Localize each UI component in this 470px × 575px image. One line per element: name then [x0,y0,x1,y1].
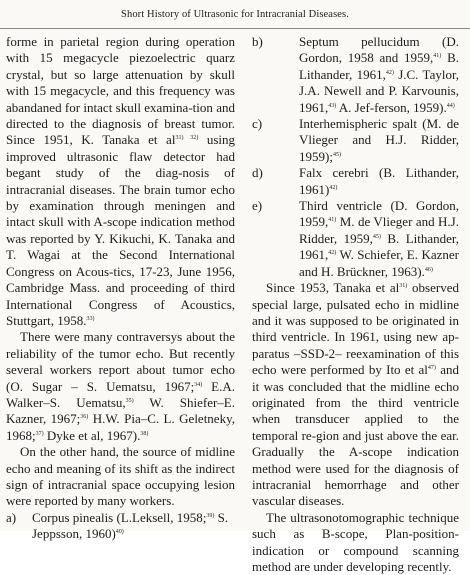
text-run: forme in parietal region during operation with 15 megacycle piezoelectric quarz crystal, but so large attenuation by skull with 15 megacycle, and this frequency was abandaned for intact skull examina-tion and directed to the diagnosis of breast tumor. Since 1951, K. Tanaka et al [6,34,235,148]
running-header: Short History of Ultrasonic for Intracranial Diseases. [121,9,349,20]
citation-superscript: 42) [385,69,394,76]
text-run: H.W. Pia–C. L. Geletneky, 1968; [6,411,235,443]
text-run: J.C. Taylor, J.A. Newell and P. Karvounis, 1961, [299,66,460,115]
text-run: Interhemispheric spalt (M. de Vlieger and H.J. Ridder, 1959); [299,116,459,164]
citation-superscript: 38) [140,430,149,437]
list-item [252,116,459,165]
citation-superscript: 41) [433,53,442,60]
citation-superscript: 44) [446,102,455,109]
header-divider [0,28,470,29]
text-run: A. Jef-ferson, 1959). [336,99,447,115]
citation-superscript: 45) [332,151,341,158]
citation-superscript: 47) [427,365,436,372]
list-marker: e) [252,198,263,214]
list-marker: a) [6,509,17,525]
paragraph [6,329,235,444]
text-run: and it was concluded that the midline echo originated from the third ventricle when transducer applied to the temporal re-gion and just above the ear. Gradually the A-scope indication method were used for the diagnosis of intracranial hemorrhage and other vascular diseases. [252,362,459,509]
text-run: W. Schiefer, E. Kazner and H. Brückner, 1963). [299,247,459,279]
text-run: Septum pellucidum (D. Gordon, 1958 and 1959, [299,34,459,66]
left-column [6,34,235,543]
citation-superscript: 46) [424,266,433,273]
text-run: S. Jeppsson, 1960) [32,509,229,542]
text-run: M. de Vlieger and H.J. Ridder, 1959, [299,214,459,246]
text-run: Corpus pinealis (L.Leksell, 1958; [32,509,207,525]
text-run: B. Lithander, 1961, [299,230,459,263]
text-run: Since 1953, Tanaka et al [266,280,400,296]
citation-superscript: 40) [115,529,124,536]
list-item [252,34,459,116]
citation-superscript: 31) [399,283,408,290]
citation-superscript: 39) [206,512,215,519]
list-marker: b) [252,34,263,49]
citation-superscript: 41) [328,217,337,224]
text-run: Third ventricle (D. Gordon, 1959, [299,198,459,230]
paragraph [6,34,235,329]
citation-superscript: 34) [194,381,203,388]
list-marker: d) [252,165,263,181]
paragraph [252,280,459,510]
citation-superscript: 37) [35,430,44,437]
text-run: Dyke et al, 1967). [43,427,141,443]
citation-superscript: 35) [125,397,134,404]
citation-superscript: 45) [372,233,381,240]
text-run: Falx cerebri (B. Lithander, 1961) [299,165,459,197]
text-run: using improved ultrasonic flaw detector had begant study of the diag-nosis of intracranial diseases. The brain tumor echo by examination through meningen and intact skull with A-scope indication method was reported by Y. Kikuchi, K. Tanaka and T. Wagai at the Second International Congress on Acous-tics, 17-23, June 1956, Cambridge Mass. and proceeding of third International Congress of Acoustics, Stuttgart, 1958. [6,132,235,328]
text-run: B. Lithander, 1961, [299,50,459,82]
text-run: There were many contraversys about the reliability of the tumor echo. But recently several workers report about tumor echo (O. Sugar – S. Uematsu, 1967; [6,329,235,394]
citation-superscript: 33) [86,315,95,322]
text-run: observed special large, pulsated echo in midline and it was supposed to be originated in third ventricle. In 1961, using new ap-paratus –SSD-2– reexamination of this echo were performed by Ito et al [252,280,459,378]
citation-superscript: 42) [329,184,338,191]
citation-superscript: 42) [328,250,337,257]
list-item [252,198,459,280]
list-item [252,165,459,198]
paragraph: On the other hand, the source of midline echo and meaning of its shift as the indirect sign of intracranial space occupying lesion were reported by many workers. [6,444,235,509]
list-item [6,510,235,543]
citation-superscript: 43) [328,102,337,109]
right-column [252,34,459,575]
citation-superscript: 36) [80,414,89,421]
paragraph: The ultrasonotomographic technique such as B-scope, Plan-position-indication or compound scanning method are under developing recently. [252,509,459,574]
text-run: W. Shiefer–E. Kazner, 1967; [6,394,235,427]
text-run: E.A. Walker–S. Uematsu, [6,378,235,410]
list-marker: c) [252,116,263,132]
citation-superscript: 31) 32) [175,135,199,142]
